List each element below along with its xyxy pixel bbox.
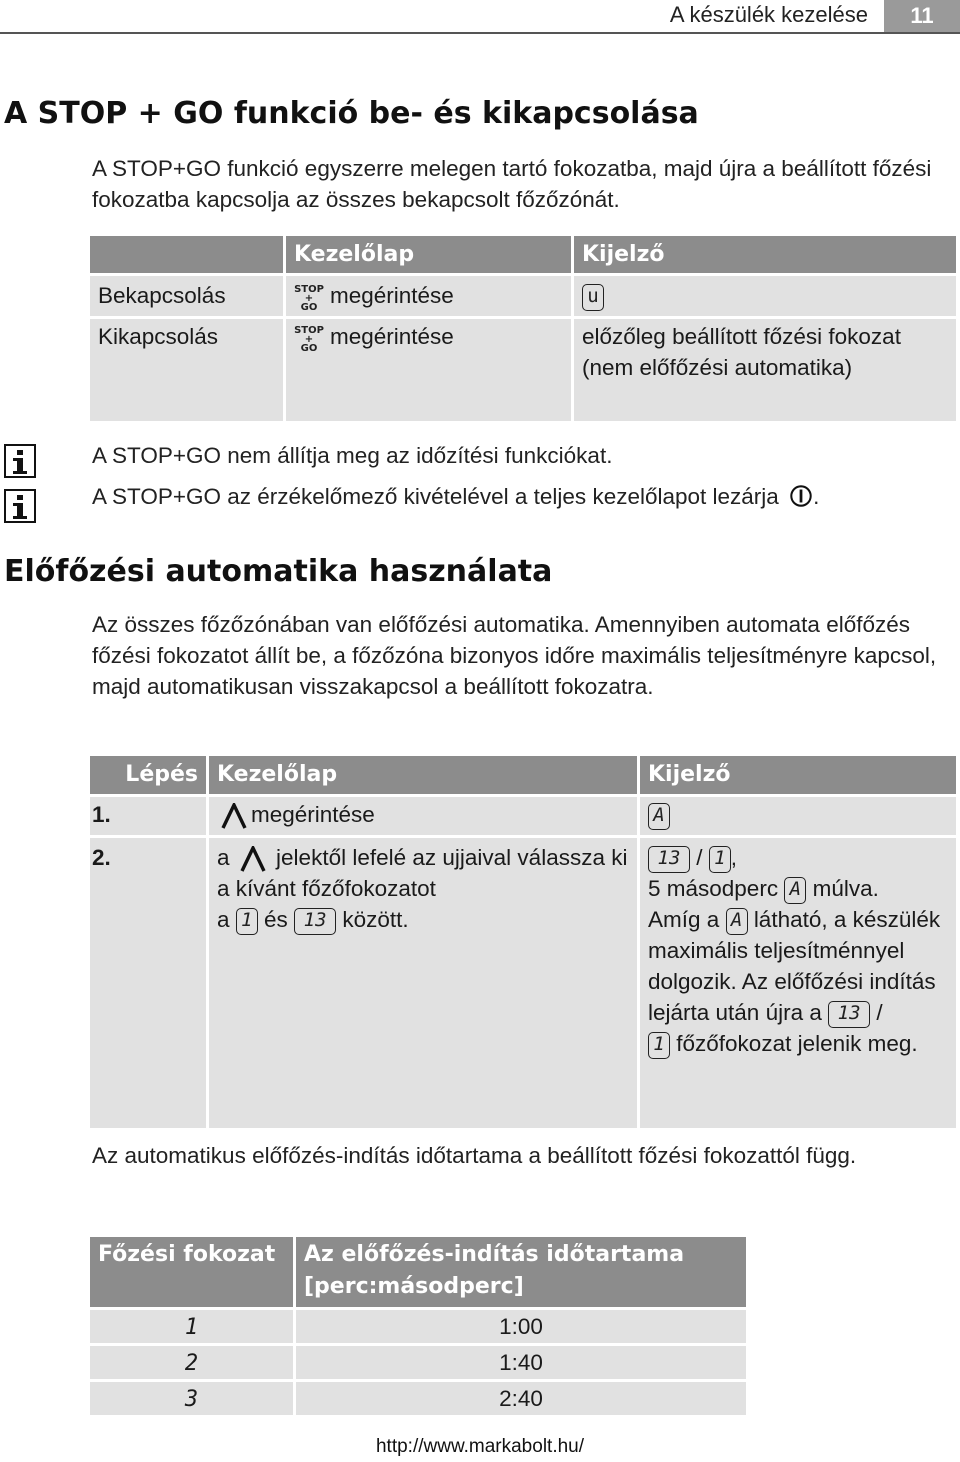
step2-action — [209, 838, 637, 1128]
power-icon — [789, 484, 813, 508]
text: , — [730, 845, 738, 870]
text: a — [217, 907, 230, 932]
level-value: 2 — [184, 1351, 199, 1376]
duration-cell: 1:40 — [296, 1346, 746, 1379]
stop-go-icon — [294, 323, 324, 353]
row-display-off: előzőleg beállított főzési fokozat (nem előfőzési automatika) — [574, 319, 956, 421]
footer-url[interactable]: http://www.markabolt.hu/ — [375, 1436, 585, 1457]
text: látható, a készülék maximális teljesítménnyel dolgozik. Az előfőzési indítás lejárta után újra a — [648, 907, 941, 1025]
table-header-control: Kezelőlap — [286, 236, 571, 273]
text: a — [217, 845, 230, 870]
level-cell — [90, 1310, 293, 1343]
level-cell — [90, 1346, 293, 1379]
section-title-auto-heat: Előfőzési automatika használata — [4, 554, 553, 589]
text: és — [264, 907, 288, 932]
svg-text:GO: GO — [300, 343, 318, 354]
auto-heat-icon — [221, 803, 247, 829]
stop-go-intro: A STOP+GO funkció egyszerre melegen tartó fokozatba, majd újra a beállított főzési fokozatba kapcsolja az összes bekapcsolt főzőzónát. — [92, 156, 932, 212]
table-header-control: Kezelőlap — [209, 756, 637, 794]
row-display-on — [574, 276, 956, 316]
duration-cell: 2:40 — [296, 1382, 746, 1415]
text: Amíg a — [648, 907, 720, 932]
svg-text:STOP: STOP — [294, 325, 324, 337]
info-note-lock — [92, 481, 819, 512]
text: múlva. — [812, 876, 879, 901]
info-icon — [4, 489, 36, 523]
row-label-on: Bekapcsolás — [90, 276, 283, 316]
auto-heat-intro: Az összes főzőzónában van előfőzési automatika. Amennyiben automata előfőzés főzési fokozatot állít be, a főzőzóna bizonyos időre maximális teljesítményre kapcsol, majd automatikusan visszakapcsol a beállított fokozatra. — [92, 612, 937, 699]
display-a-icon: A — [726, 908, 748, 935]
row-label-off: Kikapcsolás — [90, 319, 283, 421]
display-13-icon: 13 — [828, 1001, 870, 1028]
action-text: megérintése — [330, 324, 454, 349]
display-1-icon: 1 — [709, 846, 731, 873]
row-action-off — [286, 319, 571, 421]
info-note-lock-text: A STOP+GO az érzékelőmező kivételével a teljes kezelőlapot lezárja — [92, 484, 779, 509]
header-rule — [0, 32, 960, 34]
duration-cell: 1:00 — [296, 1310, 746, 1343]
page-number: 11 — [884, 0, 960, 32]
display-13-icon: 13 — [648, 846, 690, 873]
text: főzőfokozat jelenik meg. — [676, 1031, 918, 1056]
period: . — [813, 484, 820, 509]
table-header-display: Kijelző — [640, 756, 956, 794]
level-value: 3 — [184, 1387, 199, 1412]
step2-display — [640, 838, 956, 1128]
display-1-icon: 1 — [648, 1032, 670, 1059]
display-u-icon: u — [582, 284, 604, 311]
info-icon — [4, 444, 36, 478]
level-value: 1 — [184, 1315, 199, 1340]
step-number: 2. — [90, 838, 206, 1128]
auto-heat-icon — [240, 846, 266, 872]
display-a-icon: A — [648, 803, 670, 830]
step1-action — [209, 797, 637, 835]
table-header-duration: Az előfőzés-indítás időtartama [perc:másodperc] — [296, 1237, 746, 1307]
display-13-icon: 13 — [294, 908, 336, 935]
text: / — [696, 845, 703, 870]
table-header-step: Lépés — [90, 756, 206, 794]
svg-text:+: + — [304, 293, 314, 305]
level-cell — [90, 1382, 293, 1415]
duration-note: Az automatikus előfőzés-indítás időtartama a beállított főzési fokozattól függ. — [92, 1143, 857, 1168]
info-note-timers: A STOP+GO nem állítja meg az időzítési funkciókat. — [92, 443, 613, 468]
svg-text:+: + — [304, 334, 314, 346]
step1-display — [640, 797, 956, 835]
text: jelektől lefelé az ujjaival válassza ki a kívánt főzőfokozatot — [217, 845, 628, 901]
text: között. — [342, 907, 409, 932]
display-1-icon: 1 — [236, 908, 258, 935]
action-text: megérintése — [330, 283, 454, 308]
stop-go-icon — [294, 282, 324, 312]
table-header-display: Kijelző — [574, 236, 956, 273]
row-action-on — [286, 276, 571, 316]
svg-text:GO: GO — [300, 302, 318, 313]
text: 5 másodperc — [648, 876, 779, 901]
action-text: megérintése — [251, 802, 375, 827]
svg-text:STOP: STOP — [294, 284, 324, 296]
running-header-title: A készülék kezelése — [669, 2, 868, 27]
table-header-empty — [90, 236, 283, 273]
table-header-level: Főzési fokozat — [90, 1237, 293, 1307]
text: / — [876, 1000, 883, 1025]
step-number: 1. — [90, 797, 206, 835]
display-a-icon: A — [784, 877, 806, 904]
section-title-stop-go: A STOP + GO funkció be- és kikapcsolása — [4, 96, 699, 131]
